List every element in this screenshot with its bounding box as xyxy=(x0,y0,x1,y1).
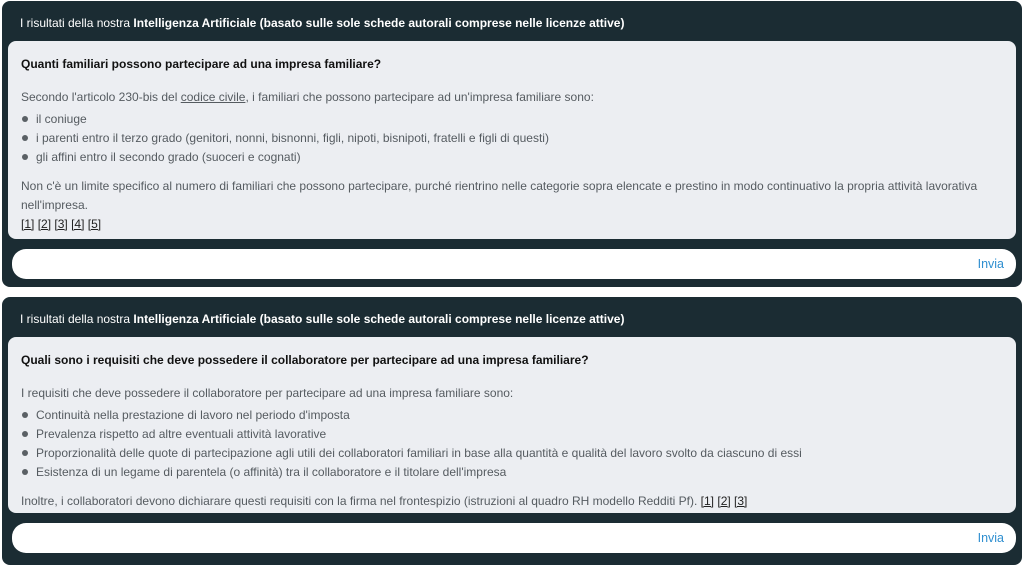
reference-link-3[interactable]: [3] xyxy=(54,217,68,231)
reference-link-1[interactable]: [1] xyxy=(21,217,35,231)
ai-results-panel xyxy=(2,1,1022,287)
list-item: i parenti entro il terzo grado (genitori, nonni, bisnonni, figli, nipoti, bisnipoti, fratelli e figli di questi) xyxy=(21,129,1003,148)
answer-closing xyxy=(21,492,1003,511)
answer-card xyxy=(8,337,1016,513)
question-input[interactable] xyxy=(26,529,930,549)
send-button[interactable]: Invia xyxy=(977,531,1004,545)
reference-links xyxy=(21,215,1003,233)
question-input-bar xyxy=(12,249,1016,279)
question-input[interactable] xyxy=(26,255,930,275)
reference-link-4[interactable]: [4] xyxy=(71,217,85,231)
header-prefix: I risultati della nostra xyxy=(20,312,131,326)
reference-link-2[interactable]: [2] xyxy=(717,494,731,508)
reference-link-5[interactable]: [5] xyxy=(87,217,102,231)
header-prefix: I risultati della nostra xyxy=(20,16,131,30)
list-item: Proporzionalità delle quote di partecipazione agli utili dei collaboratori familiari in base alla quantità e qualità del lavoro svolto da ciascuno di essi xyxy=(21,444,1003,463)
question-input-bar xyxy=(12,523,1016,553)
bullet-list xyxy=(21,110,1003,167)
list-item: gli affini entro il secondo grado (suoceri e cognati) xyxy=(21,148,1003,167)
reference-link-3[interactable]: [3] xyxy=(734,494,748,508)
header-bold: Intelligenza Artificiale (basato sulle sole schede autorali comprese nelle licenze attive) xyxy=(133,312,625,326)
reference-link-1[interactable]: [1] xyxy=(700,494,715,508)
question-text: Quanti familiari possono partecipare ad una impresa familiare? xyxy=(21,57,382,71)
ai-results-panel xyxy=(2,297,1022,565)
bullet-list xyxy=(21,406,1003,482)
list-item: Continuità nella prestazione di lavoro nel periodo d'imposta xyxy=(21,406,1003,425)
list-item: Esistenza di un legame di parentela (o affinità) tra il collaboratore e il titolare dell'impresa xyxy=(21,463,1003,482)
list-item: Prevalenza rispetto ad altre eventuali attività lavorative xyxy=(21,425,1003,444)
panel-header xyxy=(20,312,624,326)
codice-civile-link[interactable]: codice civile xyxy=(180,90,246,104)
panel-header xyxy=(20,16,624,30)
intro-text: Secondo l'articolo 230-bis del xyxy=(21,90,178,104)
intro-text-end: , i familiari che possono partecipare ad un'impresa familiare sono: xyxy=(245,90,594,104)
answer-closing: Non c'è un limite specifico al numero di familiari che possono partecipare, purché rientrino nelle categorie sopra elencate e prestino in modo continuativo la propria attività lavorativa nell'impresa. xyxy=(21,179,978,212)
list-item: il coniuge xyxy=(21,110,1003,129)
reference-link-2[interactable]: [2] xyxy=(37,217,52,231)
answer-intro: I requisiti che deve possedere il collaboratore per partecipare ad una impresa familiare sono: xyxy=(21,386,514,400)
closing-text: Inoltre, i collaboratori devono dichiarare questi requisiti con la firma nel frontespizio (istruzioni al quadro RH modello Redditi Pf). xyxy=(21,494,698,508)
answer-card xyxy=(8,41,1016,239)
send-button[interactable]: Invia xyxy=(977,257,1004,271)
header-bold: Intelligenza Artificiale (basato sulle sole schede autorali comprese nelle licenze attive) xyxy=(133,16,625,30)
question-text: Quali sono i requisiti che deve possedere il collaboratore per partecipare ad una impresa familiare? xyxy=(21,353,589,367)
answer-intro xyxy=(21,89,1003,106)
